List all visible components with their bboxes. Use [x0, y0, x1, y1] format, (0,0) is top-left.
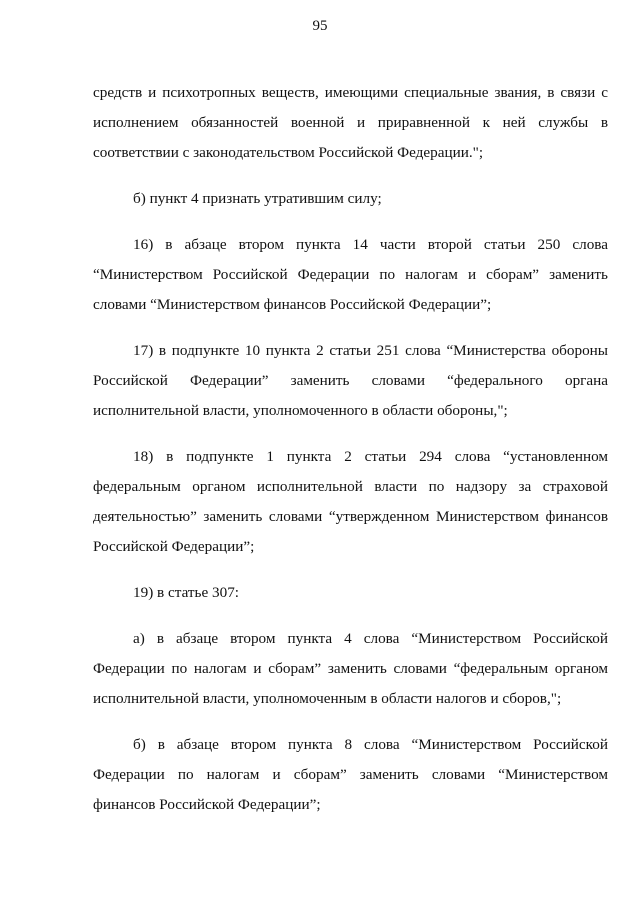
paragraph: [93, 184, 608, 214]
text-line: Российской Федерации” заменить словами “федерального органа: [93, 372, 608, 389]
text-line: б) пункт 4 признать утратившим силу;: [133, 190, 382, 207]
page-number: 95: [312, 18, 328, 34]
paragraph: [93, 230, 608, 320]
text-line: 19) в статье 307:: [133, 584, 240, 601]
text-line: б) в абзаце втором пункта 8 слова “Министерством Российской: [133, 736, 608, 753]
text-line: “Министерством Российской Федерации по налогам и сборам” заменить: [93, 266, 608, 283]
text-line: исполнением обязанностей военной и приравненной к ней службы в: [93, 114, 608, 131]
paragraph: [93, 442, 608, 562]
paragraph: [93, 730, 608, 820]
text-line: финансов Российской Федерации”;: [93, 796, 321, 813]
text-line: деятельностью” заменить словами “утвержденном Министерством финансов: [93, 508, 608, 525]
text-line: 17) в подпункте 10 пункта 2 статьи 251 слова “Министерства обороны: [133, 342, 608, 359]
text-line: федеральным органом исполнительной власти по надзору за страховой: [93, 478, 608, 495]
text-line: исполнительной власти, уполномоченным в области налогов и сборов,";: [93, 690, 562, 707]
text-line: 16) в абзаце втором пункта 14 части второй статьи 250 слова: [133, 236, 608, 253]
paragraph: [93, 336, 608, 426]
text-line: соответствии с законодательством Российской Федерации.";: [93, 144, 484, 161]
text-line: Федерации по налогам и сборам” заменить словами “федеральным органом: [93, 660, 608, 677]
paragraph: [93, 578, 608, 608]
paragraph: [93, 78, 608, 168]
text-line: словами “Министерством финансов Российской Федерации”;: [93, 296, 492, 313]
paragraph: [93, 624, 608, 714]
text-line: Федерации по налогам и сборам” заменить словами “Министерством: [93, 766, 608, 783]
text-line: Российской Федерации”;: [93, 538, 255, 555]
text-line: исполнительной власти, уполномоченного в области обороны,";: [93, 402, 508, 419]
text-line: средств и психотропных веществ, имеющими специальные звания, в связи с: [93, 84, 608, 101]
text-line: 18) в подпункте 1 пункта 2 статьи 294 слова “установленном: [133, 448, 608, 465]
text-line: а) в абзаце втором пункта 4 слова “Министерством Российской: [133, 630, 608, 647]
document-body: [93, 78, 608, 836]
